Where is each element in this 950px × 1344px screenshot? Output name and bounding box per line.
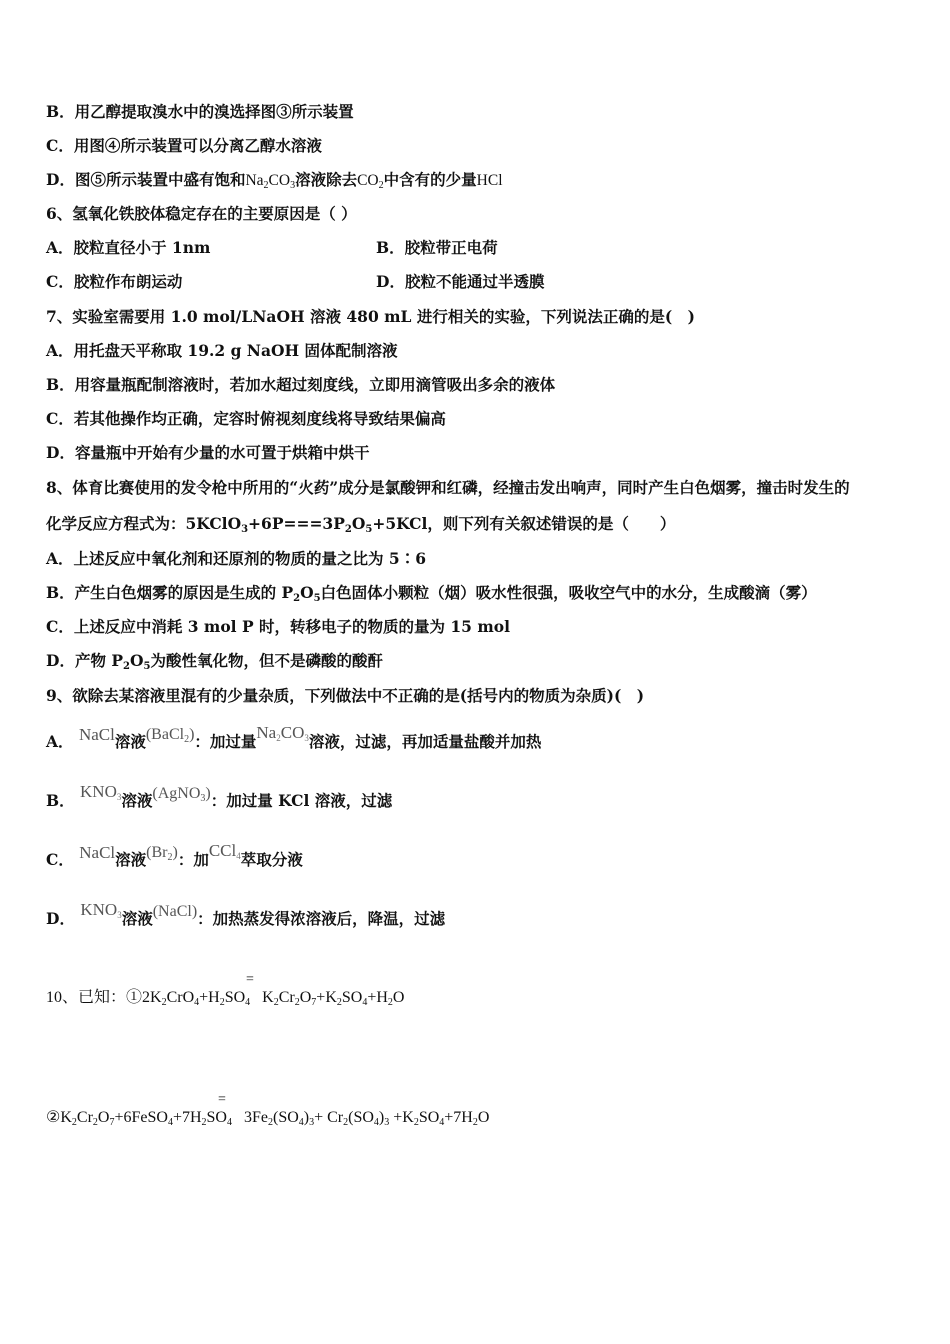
question-9: 9、欲除去某溶液里混有的少量杂质，下列做法中不正确的是(括号内的物质为杂质)( ) — [46, 686, 645, 705]
option-c-q7: C．若其他操作均正确，定容时俯视刻度线将导致结果偏高 — [46, 409, 446, 428]
option-a-q9: A． NaCl溶液(BaCl$_2$)：加过量$Na_2CO_3$溶液，过滤，再加适量盐酸并加热 — [46, 723, 542, 751]
question-10-reaction-1: 10、已知：$①2K_2CrO_4+H_2SO_4$ $K_2Cr_2O_7+K_2SO_4+H_2O$ — [46, 989, 405, 1008]
option-a-q6: A．胶粒直径小于 1nm — [46, 238, 211, 257]
option-c-q8: C．上述反应中消耗 3 mol P 时，转移电子的物质的量为 15 mol — [46, 617, 510, 636]
option-d-q5: D．图⑤所示装置中盛有饱和$Na_2CO_3$溶液除去$CO_2$中含有的少量HCl — [46, 170, 503, 191]
option-d-q7: D．容量瓶中开始有少量的水可置于烘箱中烘干 — [46, 443, 370, 462]
option-a-q8: A．上述反应中氧化剂和还原剂的物质的量之比为 5∶6 — [46, 549, 426, 568]
option-b-q8: B．产生白色烟雾的原因是生成的 $P_2O_5$白色固体小颗粒（烟）吸水性很强，吸收空气中的水分，生成酸滴（雾） — [46, 583, 817, 604]
option-d-q6: D．胶粒不能通过半透膜 — [376, 272, 545, 291]
option-a-q7: A．用托盘天平称取 19.2 g NaOH 固体配制溶液 — [46, 341, 398, 360]
question-10-reaction-2: $②K_2Cr_2O_7+6FeSO_4+7H_2SO_4$ $3Fe_2(SO_4)_3+ Cr_2(SO_4)_3 +K_2SO_4+7H_2O$ — [46, 1109, 490, 1128]
option-b-q6: B．胶粒带正电荷 — [376, 238, 498, 257]
option-b-q5: B．用乙醇提取溴水中的溴选择图③所示装置 — [46, 102, 354, 121]
option-d-q9: D． $KNO_3$溶液(NaCl)：加热蒸发得浓溶液后，降温，过滤 — [46, 900, 446, 928]
option-d-q8: D．产物 $P_2O_5$为酸性氧化物，但不是磷酸的酸酐 — [46, 651, 383, 672]
equals-mark-2: = — [218, 1092, 226, 1107]
question-8-line1: 8、体育比赛使用的发令枪中所用的“火药”成分是氯酸钾和红磷，经撞击发出响声，同时产生白色烟雾，撞击时发生的 — [46, 478, 850, 497]
question-6: 6、氢氧化铁胶体稳定存在的主要原因是（ ） — [46, 204, 357, 223]
question-7: 7、实验室需要用 1.0 mol/LNaOH 溶液 480 mL 进行相关的实验，下列说法正确的是( ) — [46, 307, 695, 326]
option-b-q7: B．用容量瓶配制溶液时，若加水超过刻度线，立即用滴管吸出多余的液体 — [46, 375, 556, 394]
option-c-q9: C． NaCl溶液$(Br_2)$：加CCl$_4$萃取分液 — [46, 841, 303, 869]
equals-mark-1: = — [246, 972, 254, 987]
option-c-q5: C．用图④所示装置可以分离乙醇水溶液 — [46, 136, 322, 155]
option-c-q6: C．胶粒作布朗运动 — [46, 272, 183, 291]
question-8-line2: 化学反应方程式为：$5KClO_3+6P===3P_2O_5+5KCl$，则下列有关叙述错误的是（ ） — [46, 514, 676, 535]
option-b-q9: B． $KNO_3$溶液(AgNO$_3$)：加过量 KCl 溶液，过滤 — [46, 782, 393, 810]
